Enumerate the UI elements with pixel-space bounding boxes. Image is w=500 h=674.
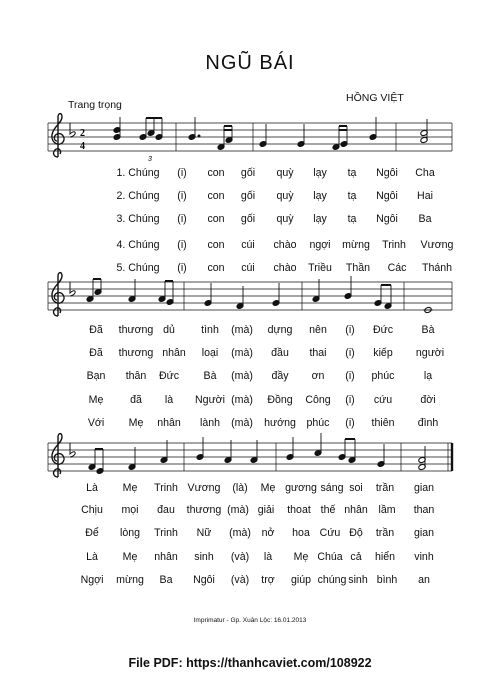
- lyric-word: thân: [125, 370, 147, 382]
- lyric-word: (mà): [229, 527, 251, 539]
- lyric-word: đầu: [271, 347, 289, 359]
- lyric-word: Công: [305, 394, 331, 406]
- lyric-word: tạ: [347, 190, 357, 202]
- lyric-line-1-4: [0, 239, 500, 253]
- lyric-word: Đã: [89, 324, 103, 336]
- lyric-word: dựng: [267, 324, 293, 336]
- lyric-word: soi: [349, 482, 363, 494]
- lyric-word: gối: [240, 167, 256, 179]
- lyric-line-3-2: [0, 504, 500, 518]
- lyric-word: (mà): [231, 324, 253, 336]
- lyric-word: 2. Chúng: [116, 190, 160, 202]
- lyric-word: (i): [345, 370, 355, 382]
- lyric-word: lầm: [378, 504, 396, 516]
- lyric-word: Hai: [417, 190, 433, 202]
- lyric-word: Bà: [203, 370, 217, 382]
- lyric-word: trần: [375, 482, 395, 494]
- lyric-word: Thánh: [421, 262, 453, 274]
- lyric-word: Vương: [420, 239, 454, 251]
- pdf-link[interactable]: File PDF: https://thanhcaviet.com/108922: [128, 656, 372, 670]
- lyric-word: Là: [86, 551, 98, 563]
- lyric-word: Độ: [349, 527, 363, 539]
- lyric-word: kiếp: [373, 347, 393, 359]
- lyric-word: Ngôi: [193, 574, 215, 586]
- lyric-word: gian: [413, 527, 435, 539]
- lyric-word: (i): [177, 239, 187, 251]
- lyric-word: giúp: [290, 574, 312, 586]
- lyric-word: (i): [177, 213, 187, 225]
- lyric-word: đình: [417, 417, 439, 429]
- lyric-word: mừng: [116, 574, 144, 586]
- lyric-word: hiển: [374, 551, 396, 563]
- lyric-word: lạy: [313, 190, 327, 202]
- lyric-word: cả: [350, 551, 362, 563]
- lyric-word: giải: [257, 504, 275, 516]
- lyric-word: đời: [420, 394, 436, 406]
- lyric-line-2-5: [0, 417, 500, 431]
- lyric-word: thương: [186, 504, 222, 516]
- time-sig-top: 2: [80, 128, 85, 139]
- lyric-word: Thần: [345, 262, 371, 274]
- lyric-word: trợ: [261, 574, 275, 586]
- lyric-word: 5. Chúng: [116, 262, 160, 274]
- lyric-word: (và): [230, 574, 250, 586]
- lyric-word: cứu: [373, 394, 393, 406]
- lyric-word: (mà): [231, 394, 253, 406]
- lyric-word: phúc: [306, 417, 330, 429]
- lyric-word: thương: [118, 324, 154, 336]
- lyric-word: Người: [195, 394, 225, 406]
- lyric-line-1-5: [0, 262, 500, 276]
- lyric-word: thoat: [287, 504, 311, 516]
- lyric-word: (và): [230, 551, 250, 563]
- lyric-word: hướng: [264, 417, 296, 429]
- lyric-word: Triều: [308, 262, 332, 274]
- lyric-word: (là): [232, 482, 248, 494]
- lyric-word: an: [418, 574, 430, 586]
- lyric-word: Đồng: [267, 394, 293, 406]
- lyric-word: thương: [118, 347, 154, 359]
- lyric-line-3-5: [0, 574, 500, 588]
- lyric-word: lạy: [313, 167, 327, 179]
- song-title: NGŨ BÁI: [205, 52, 295, 74]
- staff-system-1: [48, 114, 452, 163]
- lyric-word: là: [164, 394, 174, 406]
- lyric-word: bình: [376, 574, 398, 586]
- lyric-word: Mẹ: [260, 482, 276, 494]
- lyric-word: con: [207, 239, 225, 251]
- lyric-word: thiên: [371, 417, 395, 429]
- lyric-word: ơn: [311, 370, 325, 382]
- lyric-word: chào: [273, 239, 297, 251]
- lyric-line-3-4: [0, 551, 500, 565]
- lyric-word: lành: [199, 417, 221, 429]
- lyric-word: Trinh: [154, 527, 178, 539]
- lyric-word: lạy: [313, 213, 327, 225]
- lyric-word: Bà: [421, 324, 435, 336]
- lyric-word: nhân: [157, 417, 181, 429]
- staff-system-2: [48, 273, 452, 316]
- triplet-mark: 3: [148, 156, 152, 163]
- lyric-word: tình: [201, 324, 219, 336]
- lyric-word: đau: [157, 504, 175, 516]
- lyric-line-3-1: [0, 482, 500, 496]
- lyric-word: thế: [320, 504, 336, 516]
- lyric-word: phúc: [371, 370, 395, 382]
- lyric-word: con: [207, 213, 225, 225]
- lyric-word: ngợi: [309, 239, 331, 251]
- lyric-word: chào: [273, 262, 297, 274]
- lyric-word: Bạn: [86, 370, 106, 382]
- staff-system-3: [48, 433, 452, 477]
- lyric-line-1-3: [0, 213, 500, 227]
- lyric-word: con: [207, 190, 225, 202]
- lyric-word: 3. Chúng: [116, 213, 160, 225]
- lyric-word: gian: [413, 482, 435, 494]
- lyric-word: nhân: [162, 347, 186, 359]
- lyric-word: Mẹ: [88, 394, 104, 406]
- lyric-word: quỳ: [276, 167, 294, 179]
- lyric-line-2-2: [0, 347, 500, 361]
- lyric-word: người: [415, 347, 445, 359]
- lyric-word: 4. Chúng: [116, 239, 160, 251]
- lyric-word: (i): [345, 417, 355, 429]
- lyric-word: dủ: [163, 324, 175, 336]
- lyric-word: nhân: [154, 551, 178, 563]
- lyric-word: Là: [86, 482, 98, 494]
- lyric-word: gối: [240, 190, 256, 202]
- lyric-word: than: [413, 504, 435, 516]
- lyric-word: mọi: [121, 504, 139, 516]
- lyric-word: 1. Chúng: [116, 167, 160, 179]
- lyric-word: đã: [130, 394, 142, 406]
- lyric-word: (i): [345, 394, 355, 406]
- lyric-word: Cha: [415, 167, 435, 179]
- lyric-word: gối: [240, 213, 256, 225]
- lyric-word: Mẹ: [128, 417, 144, 429]
- lyric-word: thai: [309, 347, 327, 359]
- lyric-word: Nữ: [196, 527, 212, 539]
- lyric-word: cúi: [241, 239, 255, 251]
- lyric-word: (mà): [231, 370, 253, 382]
- lyric-word: lòng: [119, 527, 141, 539]
- lyric-word: Ngôi: [376, 190, 398, 202]
- lyric-word: (i): [177, 190, 187, 202]
- lyric-word: mừng: [342, 239, 370, 251]
- lyric-word: Các: [387, 262, 407, 274]
- lyric-word: là: [263, 551, 273, 563]
- lyric-word: chúng: [317, 574, 347, 586]
- lyric-line-1-2: [0, 190, 500, 204]
- lyric-word: Đức: [372, 324, 394, 336]
- imprimatur-note: Imprimatur - Gp. Xuân Lộc: 16.01.2013: [193, 617, 307, 624]
- lyric-line-1-1: [0, 167, 500, 181]
- lyric-word: Ba: [418, 213, 432, 225]
- lyric-word: quỳ: [276, 213, 294, 225]
- lyric-line-2-4: [0, 394, 500, 408]
- lyric-word: Với: [87, 417, 105, 429]
- lyric-word: con: [207, 262, 225, 274]
- lyric-word: cúi: [241, 262, 255, 274]
- lyric-line-3-3: [0, 527, 500, 541]
- lyric-word: con: [207, 167, 225, 179]
- lyric-word: Vương: [187, 482, 221, 494]
- lyric-word: Trinh: [382, 239, 406, 251]
- lyric-word: (mà): [227, 504, 249, 516]
- lyric-word: loại: [201, 347, 219, 359]
- lyric-word: sinh: [194, 551, 214, 563]
- lyric-word: (i): [177, 167, 187, 179]
- lyric-word: trần: [375, 527, 395, 539]
- lyric-word: Cứu: [319, 527, 341, 539]
- lyric-word: Mẹ: [122, 551, 138, 563]
- tempo-marking: Trang trọng: [68, 99, 122, 111]
- lyric-word: nở: [261, 527, 275, 539]
- lyric-word: lạ: [423, 370, 433, 382]
- lyric-word: Đức: [158, 370, 180, 382]
- lyric-word: (mà): [231, 347, 253, 359]
- lyric-word: (mà): [231, 417, 253, 429]
- lyric-word: sinh: [348, 574, 368, 586]
- lyric-word: quỳ: [276, 190, 294, 202]
- lyric-word: Mẹ: [122, 482, 138, 494]
- lyric-word: Ngôi: [376, 167, 398, 179]
- lyric-word: Ngợi: [80, 574, 104, 586]
- lyric-word: (i): [177, 262, 187, 274]
- lyric-word: vinh: [414, 551, 434, 563]
- lyric-word: hoa: [292, 527, 310, 539]
- lyric-word: Đã: [89, 347, 103, 359]
- lyric-word: Ngôi: [376, 213, 398, 225]
- lyric-line-2-1: [0, 324, 500, 338]
- lyric-word: (i): [345, 324, 355, 336]
- lyric-word: tạ: [347, 167, 357, 179]
- lyric-word: gương: [285, 482, 317, 494]
- composer-name: HỒNG VIỆT: [346, 92, 404, 104]
- lyric-word: nhân: [344, 504, 368, 516]
- lyric-word: sáng: [320, 482, 344, 494]
- lyric-word: (i): [345, 347, 355, 359]
- lyric-word: Mẹ: [293, 551, 309, 563]
- lyric-word: Ba: [159, 574, 173, 586]
- lyric-word: Để: [85, 527, 99, 539]
- lyric-line-2-3: [0, 370, 500, 384]
- lyric-word: nên: [309, 324, 327, 336]
- lyric-word: Chúa: [317, 551, 343, 563]
- lyric-word: đầy: [271, 370, 289, 382]
- lyric-word: Trinh: [154, 482, 178, 494]
- lyric-word: tạ: [347, 213, 357, 225]
- lyric-word: Chịu: [81, 504, 103, 516]
- time-sig-bottom: 4: [80, 141, 85, 152]
